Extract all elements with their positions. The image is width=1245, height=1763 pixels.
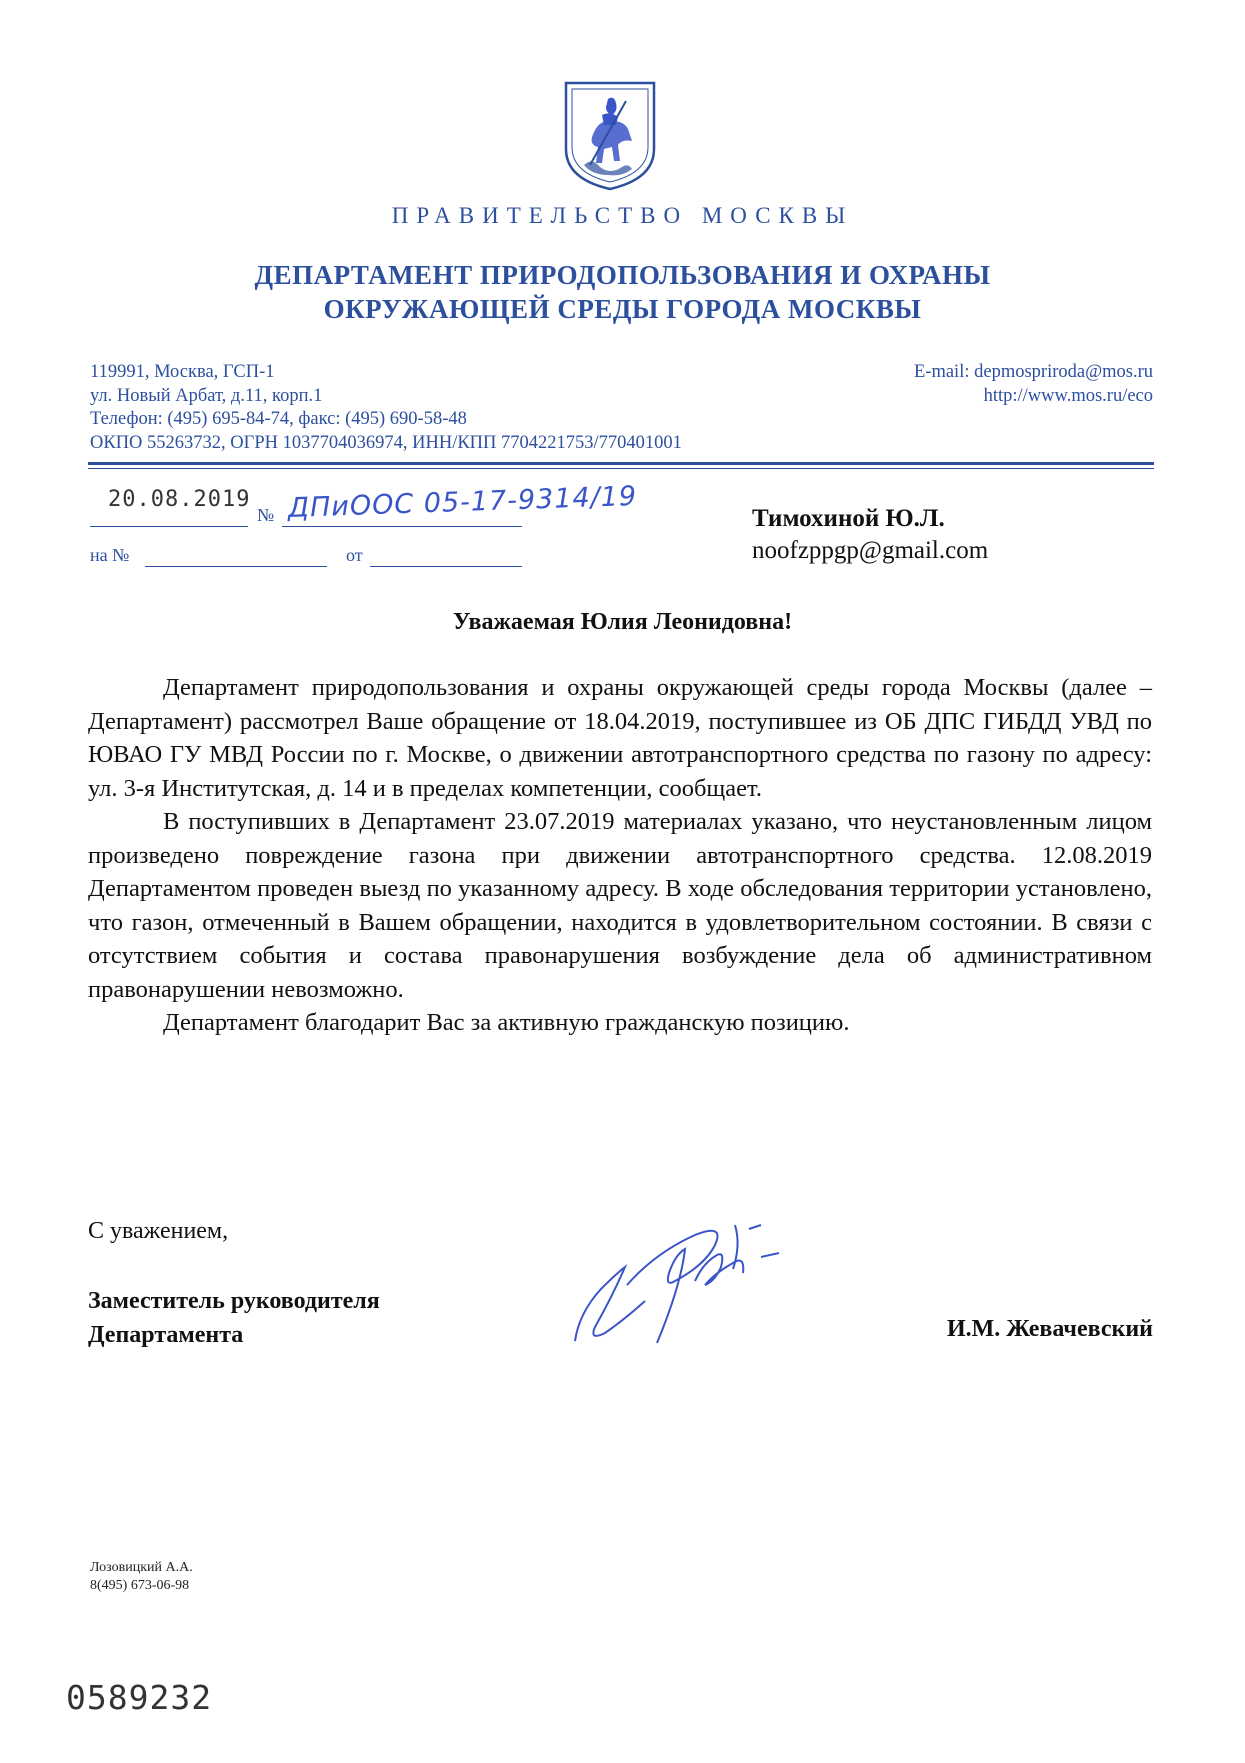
signer-position-line1: Заместитель руководителя bbox=[88, 1288, 380, 1314]
recipient-email: noofzppgp@gmail.com bbox=[752, 537, 989, 564]
outgoing-number: ДПиООС 05-17-9314/19 bbox=[287, 480, 638, 524]
moscow-coat-of-arms-emblem bbox=[562, 79, 658, 193]
address-line: 119991, Москва, ГСП-1 bbox=[90, 362, 275, 382]
body-paragraph: Департамент природопользования и охраны окружающей среды города Москвы (далее – Департамент) рассмотрел Ваше обращение от 18.04.2019, поступившее из ОБ ДПС ГИБДД УВД по ЮВАО ГУ МВД России по г. Москве, о движении автотранспортного средства по газону по адресу: ул. 3-я Институтская, д. 14 и в пределах компетенции, сообщает. bbox=[88, 674, 1152, 802]
salutation: Уважаемая Юлия Леонидовна! bbox=[452, 609, 793, 635]
header-divider-thin bbox=[88, 468, 1154, 469]
signer-position bbox=[88, 1284, 380, 1352]
form-serial-number: 0589232 bbox=[66, 1678, 213, 1717]
number-underline bbox=[282, 526, 522, 527]
address-line: ул. Новый Арбат, д.11, корп.1 bbox=[90, 385, 323, 406]
address-line: ОКПО 55263732, ОГРН 1037704036974, ИНН/КПП 7704221753/770401001 bbox=[90, 432, 682, 453]
executor-name: Лозовицкий А.А. bbox=[90, 1560, 193, 1575]
number-label: № bbox=[257, 505, 275, 525]
contact-website: http://www.mos.ru/eco bbox=[983, 386, 1153, 406]
executor-phone: 8(495) 673-06-98 bbox=[90, 1578, 190, 1593]
handwritten-signature bbox=[565, 1215, 835, 1350]
department-title-line1: ДЕПАРТАМЕНТ ПРИРОДОПОЛЬЗОВАНИЯ И ОХРАНЫ bbox=[254, 260, 991, 290]
signer-name: И.М. Жевачевский bbox=[946, 1316, 1153, 1342]
department-title-line2: ОКРУЖАЮЩЕЙ СРЕДЫ ГОРОДА МОСКВЫ bbox=[323, 294, 922, 324]
reference-date-underline bbox=[370, 566, 522, 567]
executor-info bbox=[90, 1559, 193, 1595]
contact-email: E-mail: depmospriroda@mos.ru bbox=[914, 362, 1153, 382]
outgoing-date: 20.08.2019 bbox=[108, 487, 251, 512]
reference-number-label: на № bbox=[90, 545, 130, 565]
body-paragraph: В поступивших в Департамент 23.07.2019 материалах указано, что неустановленным лицом произведено повреждение газона при движении автотранспортного средства. 12.08.2019 Департаментом проведен выезд по указанному адресу. В ходе обследования территории установлено, что газон, отмеченный в Вашем обращении, находится в удовлетворительном состоянии. В связи с отсутствием события и состава правонарушения возбуждение дела об административном правонарушении невозможно. bbox=[88, 808, 1152, 1003]
department-title bbox=[0, 258, 1245, 326]
reference-date-label: от bbox=[346, 545, 363, 565]
letter-body bbox=[88, 671, 1152, 1040]
closing-regards: С уважением, bbox=[88, 1218, 229, 1244]
date-underline bbox=[90, 526, 248, 527]
government-title: ПРАВИТЕЛЬСТВО МОСКВЫ bbox=[391, 203, 854, 228]
header-divider-thick bbox=[88, 462, 1154, 465]
address-line: Телефон: (495) 695-84-74, факс: (495) 690-58-48 bbox=[90, 409, 467, 429]
recipient-name: Тимохиной Ю.Л. bbox=[752, 505, 945, 532]
reference-number-underline bbox=[145, 566, 327, 567]
body-paragraph: Департамент благодарит Вас за активную гражданскую позицию. bbox=[163, 1009, 850, 1036]
department-contacts bbox=[914, 360, 1153, 408]
signer-position-line2: Департамента bbox=[88, 1322, 244, 1348]
department-address bbox=[90, 361, 682, 455]
